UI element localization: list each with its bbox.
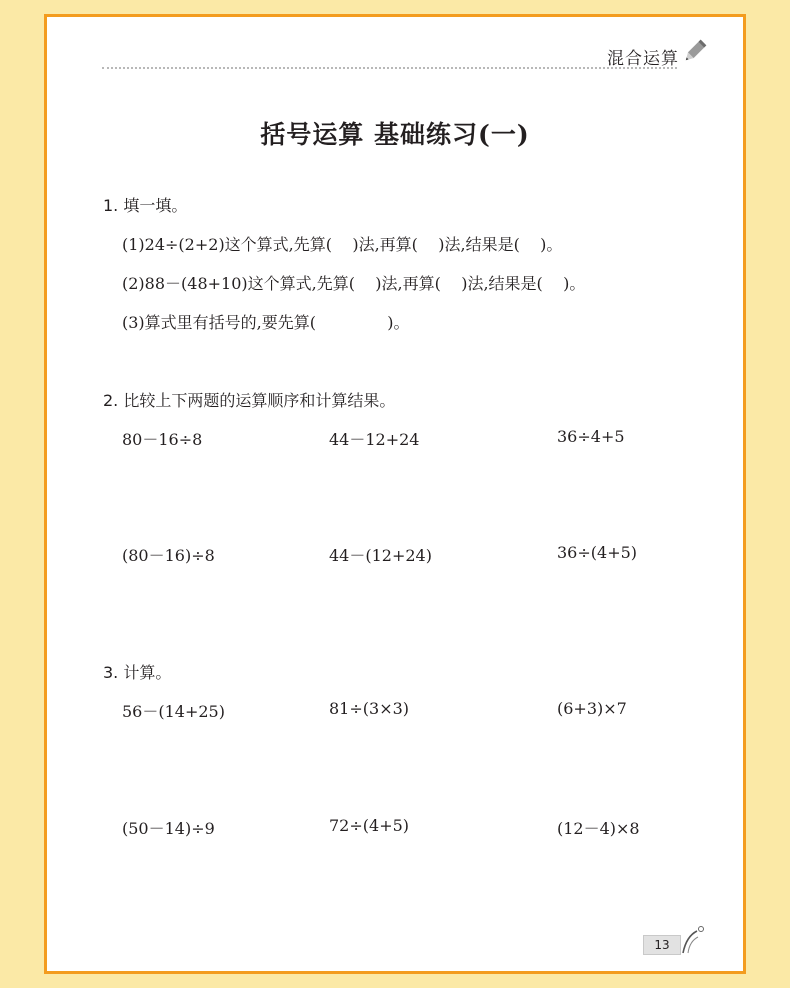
q2-expr: 44－(12+24) — [329, 546, 432, 565]
q3-expr: 81÷(3×3) — [329, 699, 410, 718]
header-divider — [102, 67, 677, 69]
pencil-icon — [681, 37, 709, 65]
page-number: 13 — [643, 935, 681, 955]
q2-expr: 36÷(4+5) — [557, 543, 638, 562]
q3-expr: 72÷(4+5) — [329, 816, 410, 835]
q3-heading: 3. 计算。 — [103, 663, 172, 682]
q2-expr: (80－16)÷8 — [122, 546, 215, 565]
swirl-icon — [679, 925, 707, 955]
worksheet-page — [44, 14, 746, 974]
page-title: 括号运算 基础练习(一) — [260, 120, 530, 149]
q1-heading: 1. 填一填。 — [103, 196, 188, 215]
q1-item-1: (1)24÷(2+2)这个算式,先算( )法,再算( )法,结果是( )。 — [122, 235, 563, 254]
section-label: 混合运算 — [607, 49, 679, 69]
q2-heading: 2. 比较上下两题的运算顺序和计算结果。 — [103, 391, 396, 410]
q2-expr: 36÷4+5 — [557, 427, 625, 446]
q2-expr: 44－12+24 — [329, 430, 420, 449]
q1-item-2: (2)88－(48+10)这个算式,先算( )法,再算( )法,结果是( )。 — [122, 274, 586, 293]
q3-expr: (12－4)×8 — [557, 819, 640, 838]
q3-expr: (6+3)×7 — [557, 699, 627, 718]
q2-expr: 80－16÷8 — [122, 430, 203, 449]
q1-item-3: (3)算式里有括号的,要先算( )。 — [122, 313, 410, 332]
q3-expr: (50－14)÷9 — [122, 819, 215, 838]
q3-expr: 56－(14+25) — [122, 702, 225, 721]
